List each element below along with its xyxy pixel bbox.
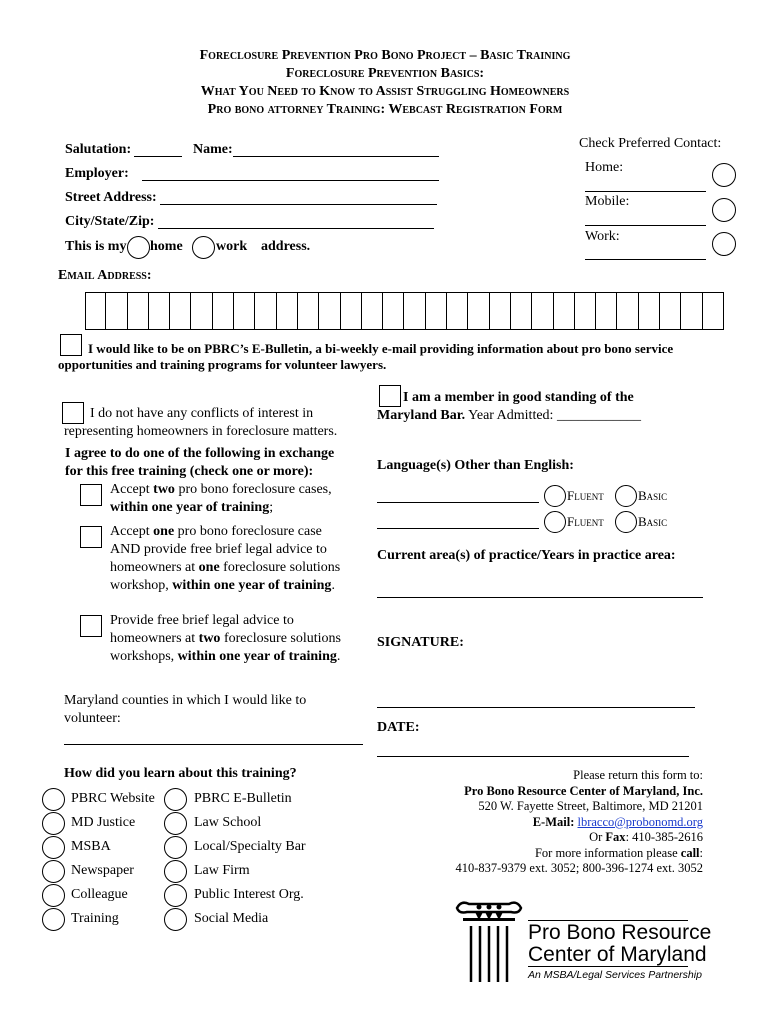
employer-label: Employer: [65,166,129,181]
learn-public-interest-radio[interactable] [164,884,187,907]
form-title-line3: What You Need to Know to Assist Struggling Homeowners [200,84,570,99]
language-1-fluent-label: Fluent [567,488,604,503]
learn-msba-label: MSBA [71,839,111,854]
learn-pbrc-ebulletin-radio[interactable] [164,788,187,811]
language-2-field[interactable] [377,528,539,529]
return-email-line: E-Mail: lbracco@probonomd.org [532,814,703,829]
email-address-field[interactable] [85,292,724,330]
learn-training-radio[interactable] [42,908,65,931]
learn-newspaper-label: Newspaper [71,863,134,878]
home-address-label: home [150,239,183,254]
option-case-and-workshop-checkbox[interactable] [80,526,102,548]
return-line1: Please return this form to: [573,768,703,782]
salutation-field[interactable] [134,156,182,157]
learn-colleague-radio[interactable] [42,884,65,907]
street-address-label: Street Address: [65,190,157,205]
home-phone-radio[interactable] [712,163,736,187]
learn-md-justice-radio[interactable] [42,812,65,835]
home-phone-label: Home: [585,160,624,175]
name-field[interactable] [233,156,439,157]
language-1-basic-label: Basic [638,488,668,503]
return-fax-line: Or Fax: 410-385-2616 [589,830,703,844]
language-2-basic-radio[interactable] [615,511,637,533]
return-call-line: For more information please call: [534,845,703,860]
logo-line2: Center of Maryland [528,943,707,966]
logo-rule-2 [528,966,688,967]
form-title-line1: Foreclosure Prevention Pro Bono Project – Basic Training [199,48,571,63]
street-address-field[interactable] [160,204,437,205]
option-case-and-workshop-line2: AND provide free brief legal advice to [110,542,327,557]
home-phone-field[interactable] [585,191,706,192]
counties-text: Maryland counties in which I would like to volunteer: [64,693,307,726]
language-1-field[interactable] [377,502,539,503]
signature-field[interactable] [377,707,695,708]
option-two-cases-line1: Accept two pro bono foreclosure cases, [110,482,332,497]
mobile-phone-radio[interactable] [712,198,736,222]
practice-area-field[interactable] [377,597,703,598]
option-two-cases-line2: within one year of training; [110,500,274,515]
logo-tagline: An MSBA/Legal Services Partnership [528,969,702,981]
option-two-cases-checkbox[interactable] [80,484,102,506]
option-two-workshops-checkbox[interactable] [80,615,102,637]
work-phone-field[interactable] [585,259,706,260]
learn-law-school-radio[interactable] [164,812,187,835]
learn-law-firm-radio[interactable] [164,860,187,883]
bar-member-line2: Maryland Bar. Year Admitted: ____________ [377,408,641,423]
agree-heading-line1: I agree to do one of the following in exchange [65,446,335,461]
language-2-basic-label: Basic [638,514,668,529]
preferred-contact-title: Check Preferred Contact: [579,136,722,151]
learn-law-school-label: Law School [194,815,262,830]
language-1-basic-radio[interactable] [615,485,637,507]
email-address-label: Email Address: [58,268,152,283]
return-org-name: Pro Bono Resource Center of Maryland, Inc. [464,783,703,798]
return-address: 520 W. Fayette Street, Baltimore, MD 21201 [478,799,703,813]
learn-training-label: Training [71,911,119,926]
ebulletin-text: I would like to be on PBRC’s E-Bulletin, a bi-weekly e-mail providing information about pro bono service opportunities and training programs for volunteer lawyers. [58,341,674,372]
return-email-link[interactable]: lbracco@probonomd.org [577,814,703,829]
address-word: address. [261,239,311,254]
counties-field[interactable] [64,744,363,745]
city-state-zip-label: City/State/Zip: [65,214,155,229]
work-address-label: work [216,239,248,254]
logo-line1: Pro Bono Resource [528,921,712,944]
learn-heading: How did you learn about this training? [64,766,297,781]
learn-local-bar-radio[interactable] [164,836,187,859]
this-is-my-label: This is my [65,239,127,254]
languages-label: Language(s) Other than English: [377,458,574,473]
date-label: DATE: [377,720,420,735]
return-info [455,768,703,877]
learn-md-justice-label: MD Justice [71,815,136,830]
bar-member-line1: I am a member in good standing of the [403,390,634,405]
option-two-workshops-line1: Provide free brief legal advice to [110,613,294,628]
learn-pbrc-website-radio[interactable] [42,788,65,811]
practice-area-label: Current area(s) of practice/Years in practice area: [377,548,676,563]
learn-msba-radio[interactable] [42,836,65,859]
learn-newspaper-radio[interactable] [42,860,65,883]
option-two-workshops-line2: homeowners at two foreclosure solutions [110,631,341,646]
salutation-label: Salutation: [65,142,132,157]
option-case-and-workshop-line4: workshop, within one year of training. [110,578,335,593]
learn-public-interest-label: Public Interest Org. [194,887,304,902]
date-field[interactable] [377,756,689,757]
work-address-radio[interactable] [192,236,215,259]
option-case-and-workshop-line3: homeowners at one foreclosure solutions [110,560,341,575]
home-address-radio[interactable] [127,236,150,259]
learn-law-firm-label: Law Firm [194,863,250,878]
return-phones: 410-837-9379 ext. 3052; 800-396-1274 ext. 3052 [455,861,703,875]
form-title-line2: Foreclosure Prevention Basics: [285,66,485,81]
pbrc-column-logo-icon [453,898,525,988]
city-state-zip-field[interactable] [158,228,434,229]
no-conflicts-text: I do not have any conflicts of interest in representing homeowners in foreclosure matters. [64,406,338,439]
learn-local-bar-label: Local/Specialty Bar [194,839,306,854]
learn-pbrc-ebulletin-label: PBRC E-Bulletin [194,791,292,806]
option-case-and-workshop-line1: Accept one pro bono foreclosure case [110,524,322,539]
language-2-fluent-radio[interactable] [544,511,566,533]
work-phone-label: Work: [585,229,620,244]
agree-heading-line2: for this free training (check one or more): [65,464,314,479]
employer-field[interactable] [142,180,439,181]
learn-colleague-label: Colleague [71,887,128,902]
name-label: Name: [193,142,233,157]
work-phone-radio[interactable] [712,232,736,256]
option-two-workshops-line3: workshops, within one year of training. [110,649,341,664]
mobile-phone-label: Mobile: [585,194,630,209]
mobile-phone-field[interactable] [585,225,706,226]
signature-label: SIGNATURE: [377,635,464,650]
language-2-fluent-label: Fluent [567,514,604,529]
learn-pbrc-website-label: PBRC Website [71,791,155,806]
language-1-fluent-radio[interactable] [544,485,566,507]
learn-social-media-label: Social Media [194,911,269,926]
bar-member-checkbox[interactable] [379,385,401,407]
learn-social-media-radio[interactable] [164,908,187,931]
form-title-line4: Pro bono attorney Training: Webcast Registration Form [207,102,563,117]
